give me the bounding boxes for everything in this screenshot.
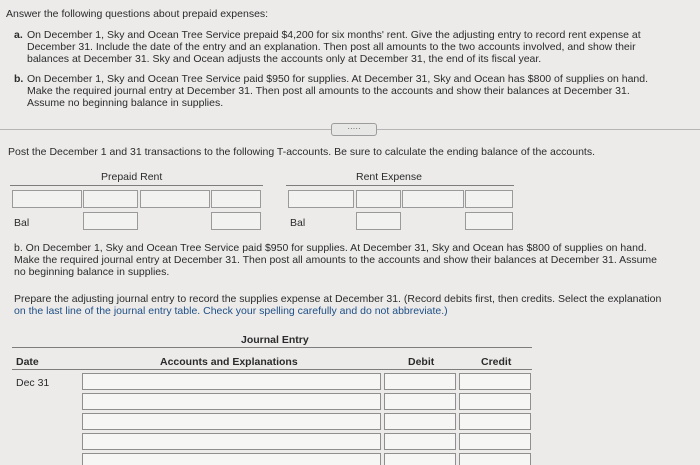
prepare-instruction-line-1: Prepare the adjusting journal entry to record the supplies expense at December 31. (Record debits first, then credits. Select the explanation	[14, 293, 662, 305]
prepaid-rent-bal-credit-input[interactable]	[211, 212, 261, 230]
question-b-line-2: Make the required journal entry at December 31. Then post all amounts to the accounts and show their balances at December 31.	[27, 85, 630, 97]
journal-debit-input[interactable]	[384, 433, 456, 450]
rent-expense-bal-credit-input[interactable]	[465, 212, 513, 230]
prepare-instruction-line-2: on the last line of the journal entry table. Check your spelling carefully and do not abbreviate.)	[14, 305, 448, 317]
prepaid-rent-debit-date-input[interactable]	[12, 190, 82, 208]
post-instruction: Post the December 1 and 31 transactions to the following T-accounts. Be sure to calculate the ending balance of the accounts.	[8, 146, 596, 158]
prepaid-rent-credit-amount-input[interactable]	[211, 190, 261, 208]
journal-account-input[interactable]	[82, 393, 381, 410]
question-a-label: a.	[14, 29, 23, 41]
journal-row-date: Dec 31	[16, 377, 50, 389]
question-a-line-3: balances at December 31. Sky and Ocean adjusts the accounts only at December 31, the end of its fiscal year.	[27, 53, 542, 65]
prepaid-rent-debit-amount-input[interactable]	[83, 190, 138, 208]
prepaid-rent-bal-label: Bal	[14, 217, 30, 229]
rent-expense-debit-date-input[interactable]	[288, 190, 354, 208]
journal-header-debit: Debit	[408, 356, 435, 368]
section-b-line-1: b. On December 1, Sky and Ocean Tree Service paid $950 for supplies. At December 31, Sky and Ocean has $800 of supplies on hand.	[14, 242, 647, 254]
question-b-line-1: On December 1, Sky and Ocean Tree Service paid $950 for supplies. At December 31, Sky and Ocean has $800 of supplies on hand.	[27, 73, 649, 85]
rent-expense-bal-input[interactable]	[356, 212, 401, 230]
journal-debit-input[interactable]	[384, 413, 456, 430]
question-b-label: b.	[14, 73, 24, 85]
rent-expense-t-line	[286, 185, 514, 186]
section-b-line-2: Make the required journal entry at December 31. Then post all amounts to the accounts and show their balances at December 31. Assume	[14, 254, 657, 266]
journal-credit-input[interactable]	[459, 433, 531, 450]
rent-expense-credit-amount-input[interactable]	[465, 190, 513, 208]
question-a-line-1: On December 1, Sky and Ocean Tree Service prepaid $4,200 for six months' rent. Give the adjusting entry to record rent expense at	[27, 29, 641, 41]
journal-header-accounts: Accounts and Explanations	[160, 356, 298, 368]
journal-credit-input[interactable]	[459, 393, 531, 410]
journal-debit-input[interactable]	[384, 453, 456, 465]
journal-header-rule	[12, 369, 532, 370]
question-a-line-2: December 31. Include the date of the entry and an explanation. Then post all amounts to the two accounts involved, and show their	[27, 41, 636, 53]
journal-credit-input[interactable]	[459, 373, 531, 390]
section-b-line-3: no beginning balance in supplies.	[14, 266, 170, 278]
prepaid-rent-t-line	[10, 185, 263, 186]
journal-header-date: Date	[16, 356, 39, 368]
rent-expense-credit-date-input[interactable]	[402, 190, 464, 208]
intro-text: Answer the following questions about prepaid expenses:	[6, 8, 269, 20]
journal-account-input[interactable]	[82, 413, 381, 430]
prepaid-rent-credit-date-input[interactable]	[140, 190, 210, 208]
journal-header-credit: Credit	[481, 356, 512, 368]
rent-expense-debit-amount-input[interactable]	[356, 190, 401, 208]
journal-title-rule	[12, 347, 532, 348]
journal-account-input[interactable]	[82, 373, 381, 390]
question-b-line-3: Assume no beginning balance in supplies.	[27, 97, 224, 109]
collapse-handle[interactable]: ·····	[331, 123, 377, 136]
journal-credit-input[interactable]	[459, 413, 531, 430]
prepaid-rent-title: Prepaid Rent	[101, 171, 163, 183]
journal-debit-input[interactable]	[384, 393, 456, 410]
rent-expense-bal-label: Bal	[290, 217, 306, 229]
journal-title: Journal Entry	[241, 334, 309, 346]
rent-expense-title: Rent Expense	[356, 171, 422, 183]
journal-credit-input[interactable]	[459, 453, 531, 465]
journal-account-input[interactable]	[82, 453, 381, 465]
journal-debit-input[interactable]	[384, 373, 456, 390]
prepaid-rent-bal-input[interactable]	[83, 212, 138, 230]
journal-account-input[interactable]	[82, 433, 381, 450]
